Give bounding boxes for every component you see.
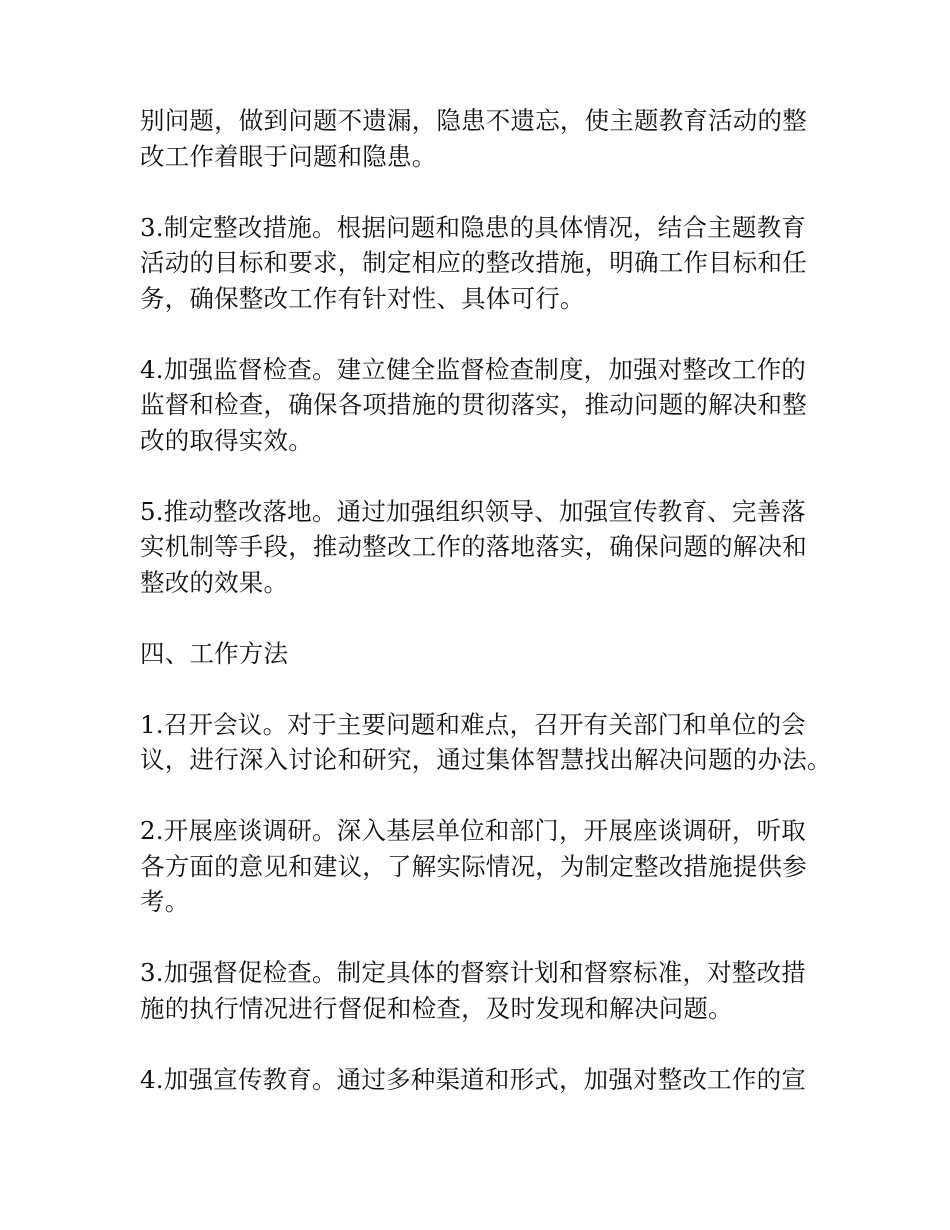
paragraph-item-5-implementation: [140, 494, 820, 601]
document-body: [140, 103, 832, 1097]
text-line: 改工作着眼于问题和隐患。: [140, 141, 437, 171]
text-line: 考。: [140, 887, 190, 916]
text-line: 务，确保整改工作有针对性、具体可行。: [140, 283, 585, 313]
paragraph-item-4-supervision: [140, 352, 820, 459]
text-line: 整改的效果。: [140, 567, 289, 597]
paragraph-gap: [140, 458, 820, 494]
text-line: 议，进行深入讨论和研究，通过集体智慧找出解决问题的办法。: [140, 745, 832, 774]
paragraph-gap: [140, 671, 820, 707]
paragraph-gap: [140, 778, 820, 814]
paragraph-item-3-measures: [140, 210, 820, 317]
text-line: 实机制等手段，推动整改工作的落地落实，确保问题的解决和: [140, 532, 807, 561]
text-line: 监督和检查，确保各项措施的贯彻落实，推动问题的解决和整: [140, 390, 807, 419]
text-line: 4.加强宣传教育。通过多种渠道和形式，加强对整改工作的宣: [140, 1064, 806, 1094]
paragraph-method-3-inspection: [140, 955, 820, 1026]
text-line: 1.召开会议。对于主要问题和难点，召开有关部门和单位的会: [140, 709, 806, 739]
text-line: 各方面的意见和建议，了解实际情况，为制定整改措施提供参: [140, 851, 807, 881]
paragraph-method-2-research: [140, 813, 820, 920]
text-line: 活动的目标和要求，制定相应的整改措施，明确工作目标和任: [140, 248, 807, 277]
paragraph-problem-identification: [140, 103, 820, 174]
text-line: 别问题，做到问题不遗漏，隐患不遗忘，使主题教育活动的整: [140, 106, 807, 135]
heading-text: 四、工作方法: [140, 638, 289, 668]
text-line: 改的取得实效。: [140, 425, 313, 455]
paragraph-gap: [140, 920, 820, 956]
text-line: 3.加强督促检查。制定具体的督察计划和督察标准，对整改措: [140, 958, 806, 987]
text-line: 5.推动整改落地。通过加强组织领导、加强宣传教育、完善落: [140, 496, 806, 526]
text-line: 2.开展座谈调研。深入基层单位和部门，开展座谈调研，听取: [140, 816, 806, 845]
paragraph-method-1-meetings: [140, 707, 832, 778]
text-line: 4.加强监督检查。建立健全监督检查制度，加强对整改工作的: [140, 354, 806, 384]
section-heading-work-methods: [140, 636, 820, 672]
paragraph-gap: [140, 174, 820, 210]
paragraph-gap: [140, 1026, 820, 1062]
paragraph-gap: [140, 600, 820, 636]
text-line: 施的执行情况进行督促和检查，及时发现和解决问题。: [140, 993, 733, 1023]
paragraph-gap: [140, 316, 820, 352]
paragraph-method-4-publicity: [140, 1062, 820, 1098]
text-line: 3.制定整改措施。根据问题和隐患的具体情况，结合主题教育: [140, 212, 806, 242]
